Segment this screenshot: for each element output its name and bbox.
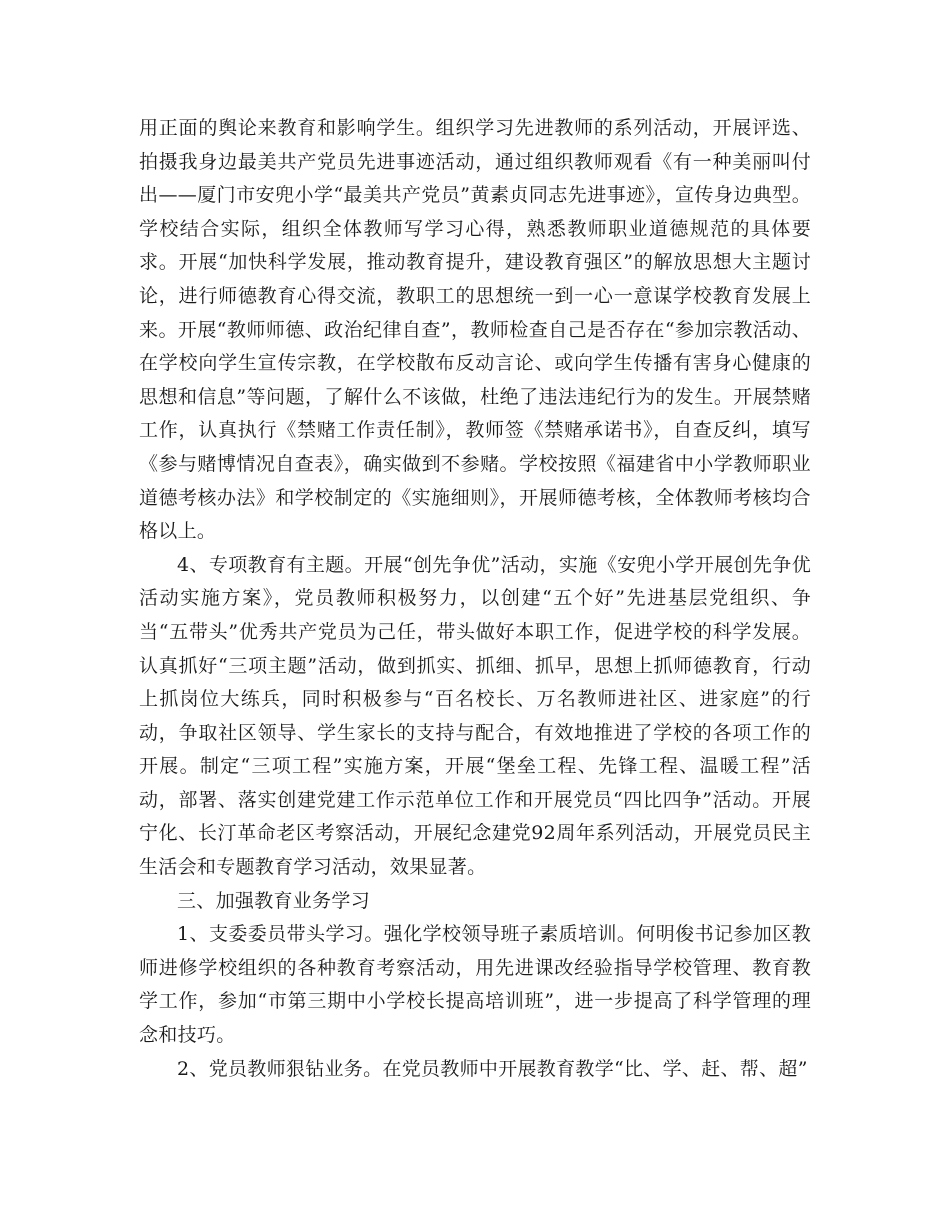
paragraph-special-education: 4、专项教育有主题。开展“创先争优”活动，实施《安兜小学开展创先争优活动实施方案》，党员教师积极努力，以创建“五个好”先进基层党组织、争当“五带头”优秀共产党员为己任，带头做好本职工作，促进学校的科学发展。认真抓好“三项主题”活动，做到抓实、抓细、抓早，思想上抓师德教育，行动上抓岗位大练兵，同时积极参与“百名校长、万名教师进社区、进家庭”的行动，争取社区领导、学生家长的支持与配合，有效地推进了学校的各项工作的开展。制定“三项工程”实施方案，开展“堡垒工程、先锋工程、温暖工程”活动，部署、落实创建党建工作示范单位工作和开展党员“四比四争”活动。开展宁化、长汀革命老区考察活动，开展纪念建党92周年系列活动，开展党员民主生活会和专题教育学习活动，效果显著。	[139, 553, 811, 879]
paragraph-continuation: 用正面的舆论来教育和影响学生。组织学习先进教师的系列活动，开展评选、拍摄我身边最美共产党员先进事迹活动，通过组织教师观看《有一种美丽叫付出——厦门市安兜小学“最美共产党员”黄素贞同志先进事迹》，宣传身边典型。学校结合实际，组织全体教师写学习心得，熟悉教师职业道德规范的具体要求。开展“加快科学发展，推动教育提升，建设教育强区”的解放思想大主题讨论，进行师德教育心得交流，教职工的思想统一到一心一意谋学校教育发展上来。开展“教师师德、政治纪律自查”，教师检查自己是否存在“参加宗教活动、在学校向学生宣传宗教，在学校散布反动言论、或向学生传播有害身心健康的思想和信息”等问题，了解什么不该做，杜绝了违法违纪行为的发生。开展禁赌工作，认真执行《禁赌工作责任制》，教师签《禁赌承诺书》，自查反纠，填写《参与赌博情况自查表》，确实做到不参赌。学校按照《福建省中小学教师职业道德考核办法》和学校制定的《实施细则》，开展师德考核，全体教师考核均合格以上。	[139, 117, 811, 543]
paragraph-committee-study: 1、支委委员带头学习。强化学校领导班子素质培训。何明俊书记参加区教师进修学校组织的各种教育考察活动，用先进课改经验指导学校管理、教育教学工作，参加“市第三期中小学校长提高培训班”，进一步提高了科学管理的理念和技巧。	[139, 923, 811, 1047]
paragraph-teacher-business: 2、党员教师狠钻业务。在党员教师中开展教育教学“比、学、赶、帮、超”	[177, 1057, 808, 1080]
section-heading: 三、加强教育业务学习	[177, 889, 371, 912]
document-body	[139, 112, 811, 1086]
